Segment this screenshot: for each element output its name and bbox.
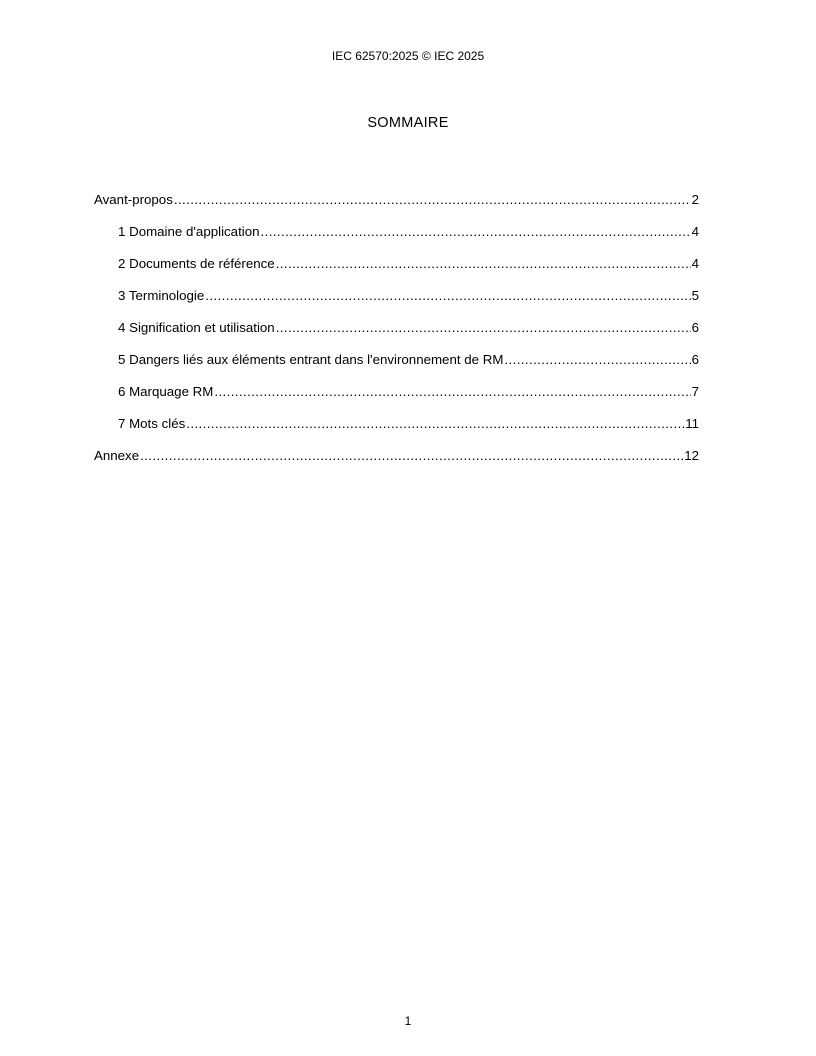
dot-leader: [186, 414, 684, 434]
dot-leader: [205, 286, 690, 306]
toc-entry-label: Annexe: [94, 448, 140, 463]
toc-entry-dangers[interactable]: [94, 350, 699, 382]
table-of-contents: [94, 190, 699, 478]
toc-entry-page: 6: [691, 352, 699, 367]
toc-entry-label: 4 Signification et utilisation: [118, 320, 275, 335]
dot-leader: [140, 446, 683, 466]
toc-entry-label: 7 Mots clés: [118, 416, 186, 431]
dot-leader: [276, 254, 691, 274]
page-number: 1: [404, 1014, 412, 1028]
toc-entry-avant-propos[interactable]: [94, 190, 699, 222]
toc-entry-page: 7: [691, 384, 699, 399]
toc-entry-page: 5: [691, 288, 699, 303]
toc-entry-label: 1 Domaine d'application: [118, 224, 260, 239]
toc-entry-label: 5 Dangers liés aux éléments entrant dans l'environnement de RM: [118, 352, 504, 367]
toc-entry-label: 2 Documents de référence: [118, 256, 275, 271]
toc-entry-annexe[interactable]: [94, 446, 699, 478]
toc-entry-page: 12: [684, 448, 699, 463]
dot-leader: [174, 190, 691, 210]
toc-entry-page: 2: [691, 192, 699, 207]
toc-entry-documents-reference[interactable]: [94, 254, 699, 286]
dot-leader: [261, 222, 691, 242]
toc-entry-mots-cles[interactable]: [94, 414, 699, 446]
dot-leader: [276, 318, 691, 338]
toc-entry-label: Avant-propos: [94, 192, 173, 207]
toc-entry-page: 6: [691, 320, 699, 335]
dot-leader: [214, 382, 690, 402]
toc-entry-marquage-rm[interactable]: [94, 382, 699, 414]
toc-entry-page: 11: [685, 416, 699, 431]
toc-entry-label: 3 Terminologie: [118, 288, 205, 303]
page-header: IEC 62570:2025 © IEC 2025: [331, 49, 485, 63]
toc-entry-page: 4: [691, 256, 699, 271]
toc-entry-page: 4: [691, 224, 699, 239]
toc-entry-label: 6 Marquage RM: [118, 384, 214, 399]
page-title: SOMMAIRE: [367, 115, 449, 131]
toc-entry-terminologie[interactable]: [94, 286, 699, 318]
toc-entry-domaine-application[interactable]: [94, 222, 699, 254]
toc-entry-signification-utilisation[interactable]: [94, 318, 699, 350]
dot-leader: [504, 350, 690, 370]
